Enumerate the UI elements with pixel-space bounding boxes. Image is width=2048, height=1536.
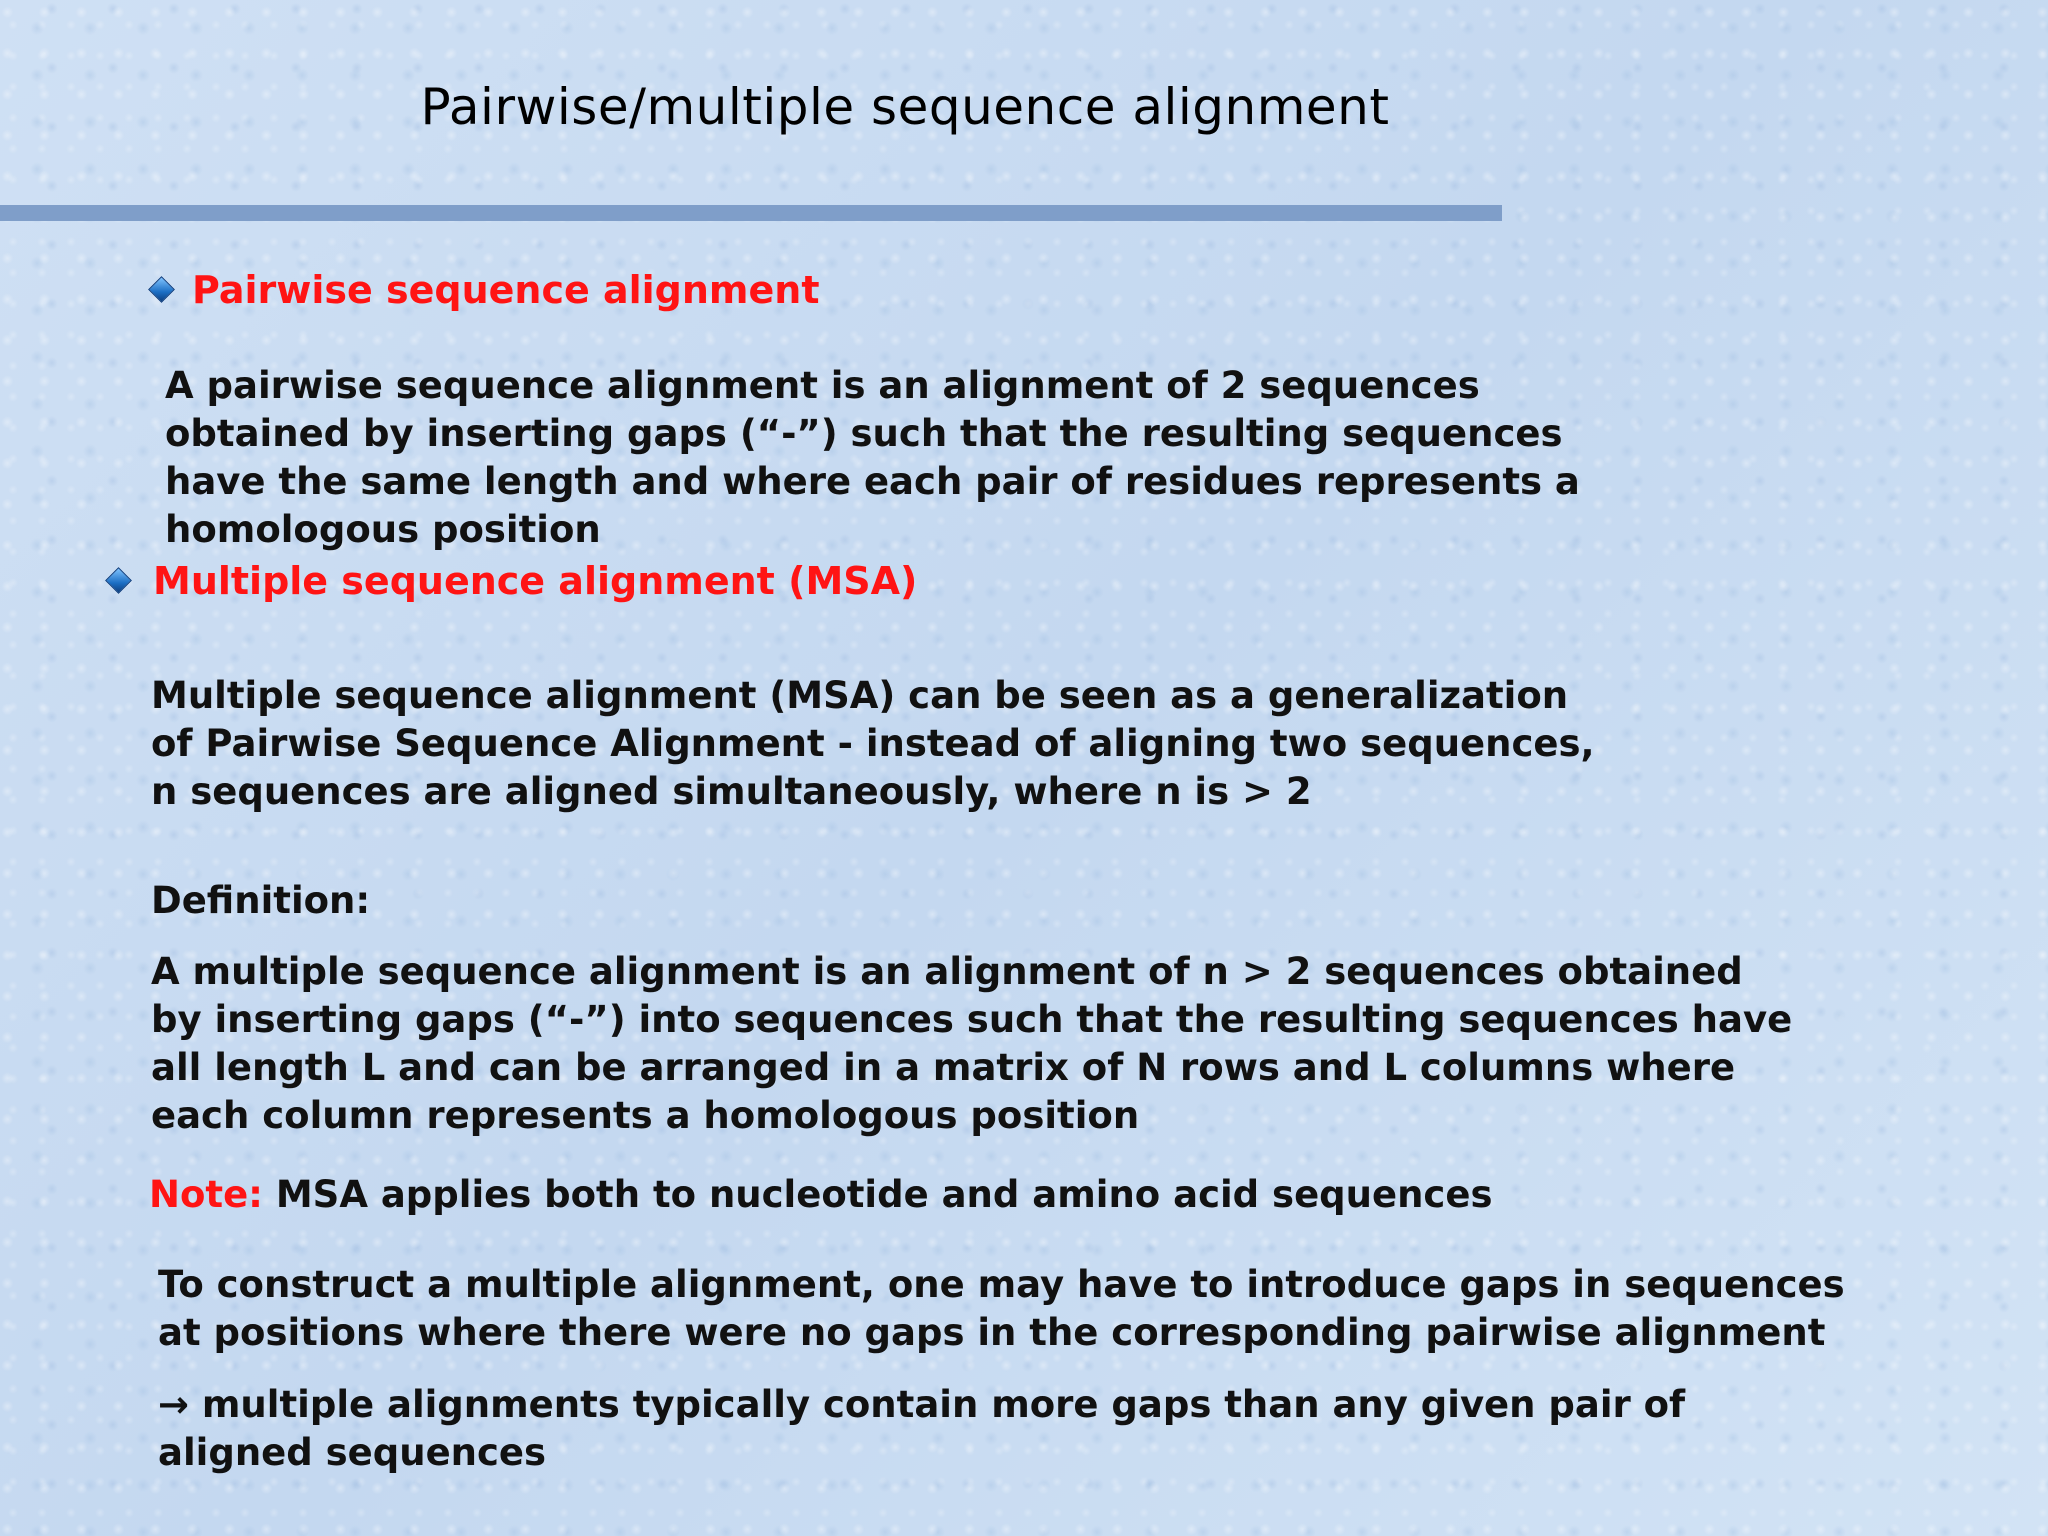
msa-definition <box>151 948 1792 1140</box>
construct-paragraph <box>158 1261 1845 1357</box>
text-line: Multiple sequence alignment (MSA) can be seen as a generalization <box>151 674 1569 717</box>
slide-title: Pairwise/multiple sequence alignment <box>420 78 1390 136</box>
text-line: homologous position <box>165 508 601 551</box>
diamond-icon <box>148 276 175 303</box>
note-text: MSA applies both to nucleotide and amino acid sequences <box>262 1173 1493 1216</box>
note-label: Note: <box>149 1173 263 1216</box>
diamond-icon <box>105 567 132 594</box>
note <box>149 1171 1492 1219</box>
section-heading-pairwise: Pairwise sequence alignment <box>192 268 820 312</box>
title-divider <box>0 205 1502 221</box>
text-line: at positions where there were no gaps in the corresponding pairwise alignment <box>158 1311 1826 1354</box>
pairwise-definition <box>165 362 1580 554</box>
text-line: of Pairwise Sequence Alignment - instead of aligning two sequences, <box>151 722 1595 765</box>
text-line: aligned sequences <box>158 1431 547 1474</box>
text-line: To construct a multiple alignment, one may have to introduce gaps in sequences <box>158 1263 1845 1306</box>
text-line: obtained by inserting gaps (“-”) such that the resulting sequences <box>165 412 1563 455</box>
text-line: → multiple alignments typically contain more gaps than any given pair of <box>158 1383 1686 1426</box>
section-heading-msa: Multiple sequence alignment (MSA) <box>153 559 918 603</box>
text-line: n sequences are aligned simultaneously, where n is > 2 <box>151 770 1312 813</box>
text-line: all length L and can be arranged in a matrix of N rows and L columns where <box>151 1046 1736 1089</box>
msa-intro <box>151 672 1595 816</box>
conclusion-paragraph <box>158 1381 1685 1477</box>
definition-label: Definition: <box>151 879 371 922</box>
text-line: A multiple sequence alignment is an alignment of n > 2 sequences obtained <box>151 950 1743 993</box>
text-line: have the same length and where each pair of residues represents a <box>165 460 1580 503</box>
text-line: by inserting gaps (“-”) into sequences such that the resulting sequences have <box>151 998 1793 1041</box>
text-line: each column represents a homologous position <box>151 1094 1140 1137</box>
text-line: A pairwise sequence alignment is an alignment of 2 sequences <box>165 364 1480 407</box>
